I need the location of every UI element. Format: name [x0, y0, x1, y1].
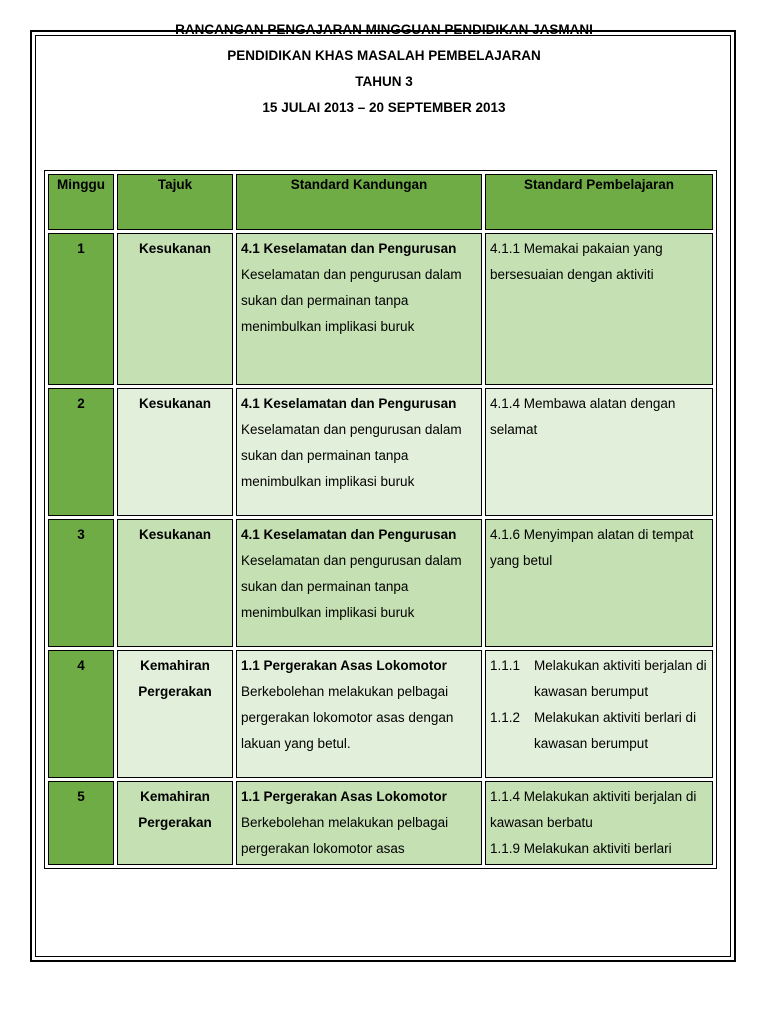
sk-title: 1.1 Pergerakan Asas Lokomotor: [241, 789, 447, 804]
standard-kandungan-cell: [236, 781, 482, 865]
sp-line: 1.1.4 Melakukan aktiviti berjalan di kawasan berbatu: [490, 789, 697, 830]
minggu-cell: 4: [48, 650, 114, 778]
minggu-cell: 5: [48, 781, 114, 865]
sk-title: 4.1 Keselamatan dan Pengurusan: [241, 396, 457, 411]
standard-pembelajaran-cell: [485, 650, 713, 778]
table-row: [48, 233, 713, 385]
lesson-plan-table: [44, 170, 717, 869]
sk-description: Berkebolehan melakukan pelbagai pergerakan lokomotor asas: [241, 815, 449, 856]
sk-description: Berkebolehan melakukan pelbagai pergerakan lokomotor asas dengan lakuan yang betul.: [241, 684, 454, 751]
sp-line: 1.1.9 Melakukan aktiviti berlari: [490, 841, 672, 856]
sk-description: Keselamatan dan pengurusan dalam sukan dan permainan tanpa menimbulkan implikasi buruk: [241, 553, 462, 620]
sp-item-number: 1.1.1: [490, 658, 521, 673]
minggu-cell: 2: [48, 388, 114, 516]
tajuk-cell: Kesukanan: [117, 388, 233, 516]
tajuk-cell: Kesukanan: [117, 519, 233, 647]
sp-item-text: Melakukan aktiviti berlari di kawasan berumput: [534, 710, 697, 751]
sk-title: 1.1 Pergerakan Asas Lokomotor: [241, 658, 447, 673]
table-row: [48, 519, 713, 647]
header-standard-pembelajaran: Standard Pembelajaran: [485, 174, 713, 230]
sp-list-item: [490, 705, 708, 757]
standard-kandungan-cell: [236, 650, 482, 778]
header-tajuk: Tajuk: [117, 174, 233, 230]
tajuk-cell: Kesukanan: [117, 233, 233, 385]
standard-pembelajaran-cell: [485, 781, 713, 865]
sk-title: 4.1 Keselamatan dan Pengurusan: [241, 241, 457, 256]
tajuk-cell: Kemahiran Pergerakan: [117, 650, 233, 778]
sp-list-item: [490, 653, 708, 705]
standard-kandungan-cell: [236, 233, 482, 385]
doc-subtitle: PENDIDIKAN KHAS MASALAH PEMBELAJARAN: [227, 48, 541, 63]
document-header: [0, 22, 768, 126]
sp-item-number: 1.1.2: [490, 710, 521, 725]
table-row: [48, 781, 713, 865]
minggu-cell: 1: [48, 233, 114, 385]
table-row: [48, 388, 713, 516]
standard-kandungan-cell: [236, 519, 482, 647]
doc-title: RANCANGAN PENGAJARAN MINGGUAN PENDIDIKAN JASMANI: [175, 22, 593, 37]
table-header-row: [48, 174, 713, 230]
standard-pembelajaran-cell: 4.1.1 Memakai pakaian yang bersesuaian dengan aktiviti: [485, 233, 713, 385]
sk-description: Keselamatan dan pengurusan dalam sukan dan permainan tanpa menimbulkan implikasi buruk: [241, 422, 462, 489]
sp-item-text: Melakukan aktiviti berjalan di kawasan berumput: [534, 658, 707, 699]
minggu-cell: 3: [48, 519, 114, 647]
doc-date-range: 15 JULAI 2013 – 20 SEPTEMBER 2013: [262, 100, 506, 115]
header-minggu: Minggu: [48, 174, 114, 230]
doc-year: TAHUN 3: [355, 74, 413, 89]
sk-description: Keselamatan dan pengurusan dalam sukan dan permainan tanpa menimbulkan implikasi buruk: [241, 267, 462, 334]
sk-title: 4.1 Keselamatan dan Pengurusan: [241, 527, 457, 542]
header-standard-kandungan: Standard Kandungan: [236, 174, 482, 230]
standard-pembelajaran-cell: 4.1.4 Membawa alatan dengan selamat: [485, 388, 713, 516]
standard-pembelajaran-cell: 4.1.6 Menyimpan alatan di tempat yang betul: [485, 519, 713, 647]
standard-kandungan-cell: [236, 388, 482, 516]
table-row: [48, 650, 713, 778]
tajuk-cell: Kemahiran Pergerakan: [117, 781, 233, 865]
